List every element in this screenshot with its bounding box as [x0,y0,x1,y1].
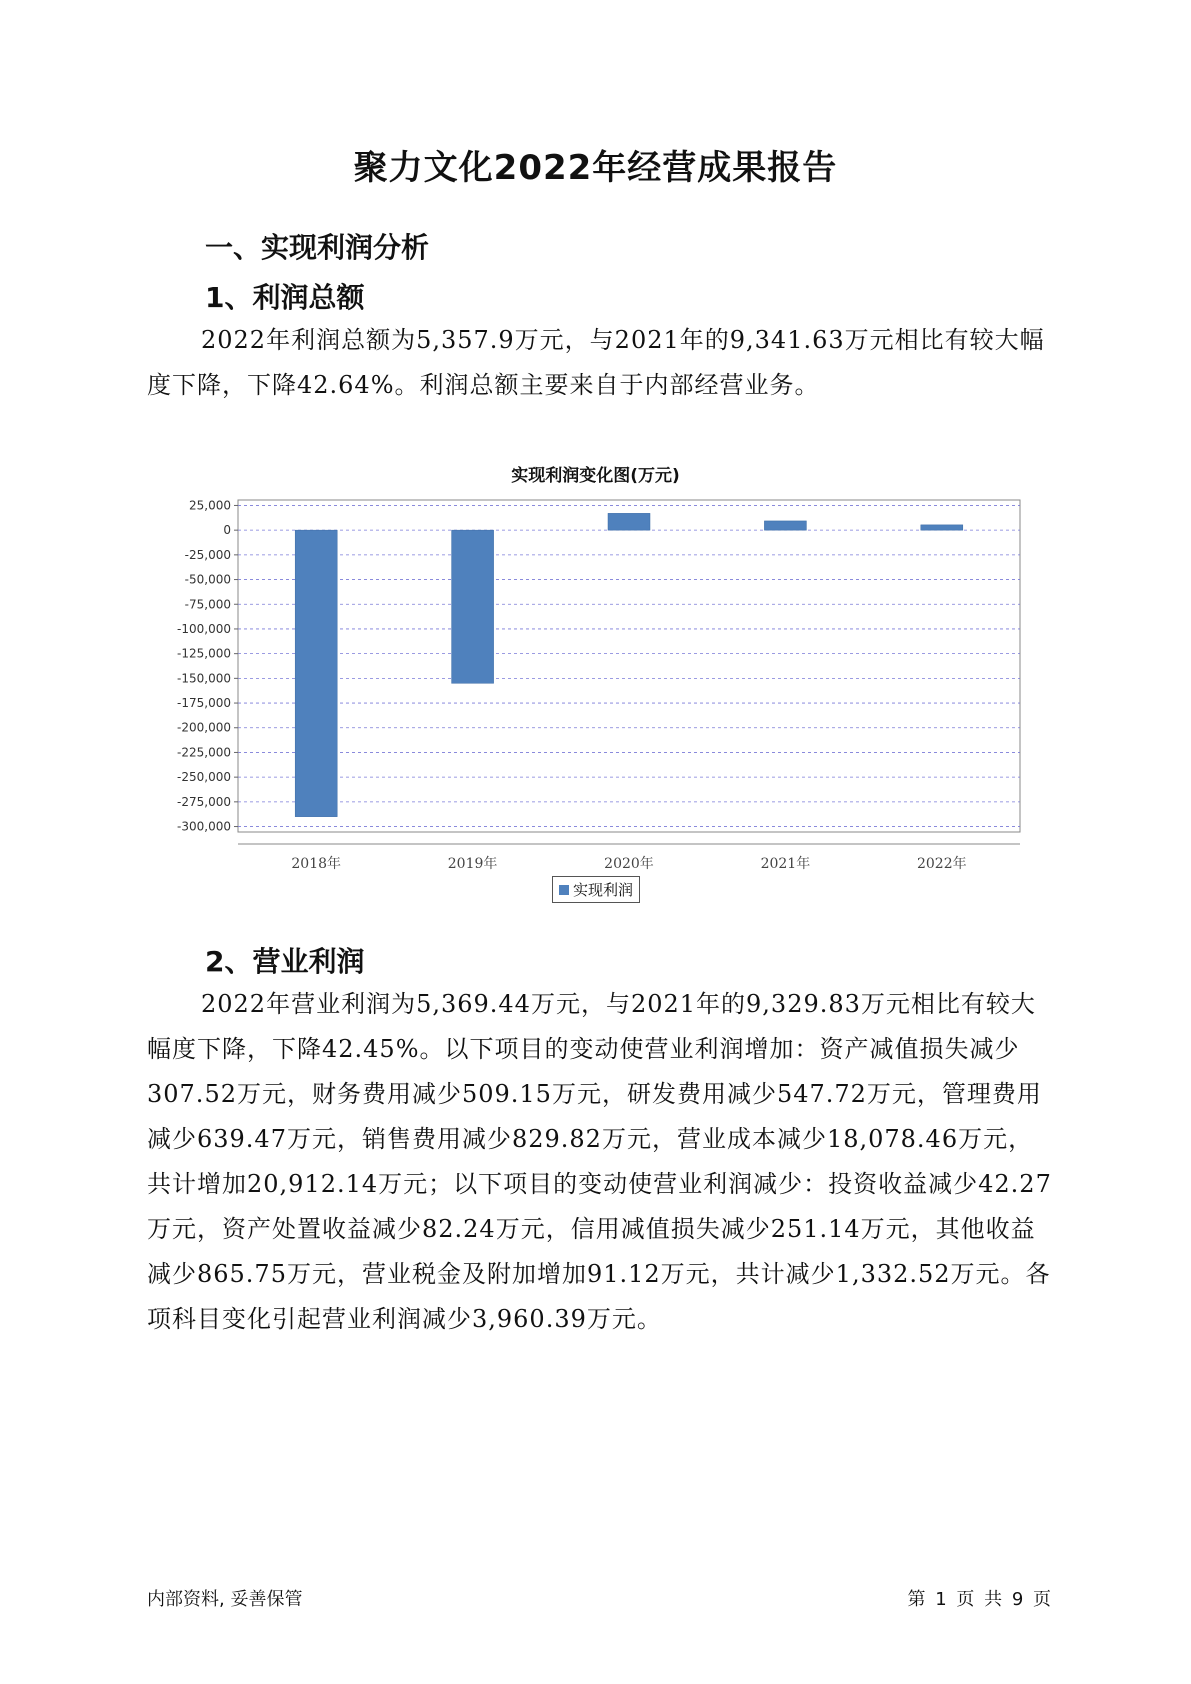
y-tick-label: 25,000 [189,498,231,513]
total-profit-paragraph: 2022年利润总额为5,357.9万元，与2021年的9,341.63万元相比有较大幅度下降，下降42.64%。利润总额主要来自于内部经营业务。 [147,326,1045,399]
y-tick-label: -75,000 [184,597,231,612]
x-tick-label: 2020年 [604,856,654,872]
bar [921,525,963,530]
x-tick-label: 2018年 [291,856,342,872]
x-tick-label: 2022年 [916,856,967,872]
legend-swatch [559,885,569,895]
operating-profit-paragraph: 2022年营业利润为5,369.44万元，与2021年的9,329.83万元相比有较大幅度下降，下降42.45%。以下项目的变动使营业利润增加：资产减值损失减少307.52万元，财务费用减少509.15万元，研发费用减少547.72万元，管理费用减少639.47万元，销售费用减少829.82万元，营业成本减少18,078.46万元，共计增加20,912.14万元；以下项目的变动使营业利润减少：投资收益减少42.27万元，资产处置收益减少82.24万元，信用减值损失减少251.14万元，其他收益减少865.75万元，营业税金及附加增加91.12万元，共计减少1,332.52万元。各项科目变化引起营业利润减少3,960.39万元。 [147,990,1052,1333]
section-heading-profit-analysis: 一、实现利润分析 [205,231,430,264]
y-tick-label: -300,000 [177,819,231,834]
footer-page-number: 第 1 页 共 9 页 [907,1589,1053,1610]
y-tick-label: -25,000 [184,547,231,562]
y-tick-label: -225,000 [177,745,231,760]
report-title: 聚力文化2022年经营成果报告 [353,148,838,188]
y-tick-label: -125,000 [177,646,231,661]
bar [764,521,806,530]
subsection-heading-operating-profit: 2、营业利润 [205,945,365,978]
footer-confidential-note: 内部资料, 妥善保管 [147,1589,303,1610]
y-tick-label: -100,000 [177,621,231,636]
bar [295,530,337,817]
y-tick-label: 0 [223,523,231,538]
x-tick-label: 2021年 [760,856,811,872]
y-tick-label: -175,000 [177,696,231,711]
y-tick-label: -275,000 [177,794,231,809]
y-tick-label: -150,000 [177,671,231,686]
y-tick-label: -200,000 [177,720,231,735]
x-tick-label: 2019年 [447,856,498,872]
chart-legend [552,876,640,903]
profit-bar-chart [160,492,1040,872]
plot-area [238,500,1020,832]
bar [452,530,494,683]
y-tick-label: -50,000 [184,572,231,587]
chart-title: 实现利润变化图(万元) [511,466,680,486]
bar [608,513,650,530]
legend-label: 实现利润 [573,881,634,899]
subsection-heading-total-profit: 1、利润总额 [205,281,365,314]
y-tick-label: -250,000 [177,770,231,785]
